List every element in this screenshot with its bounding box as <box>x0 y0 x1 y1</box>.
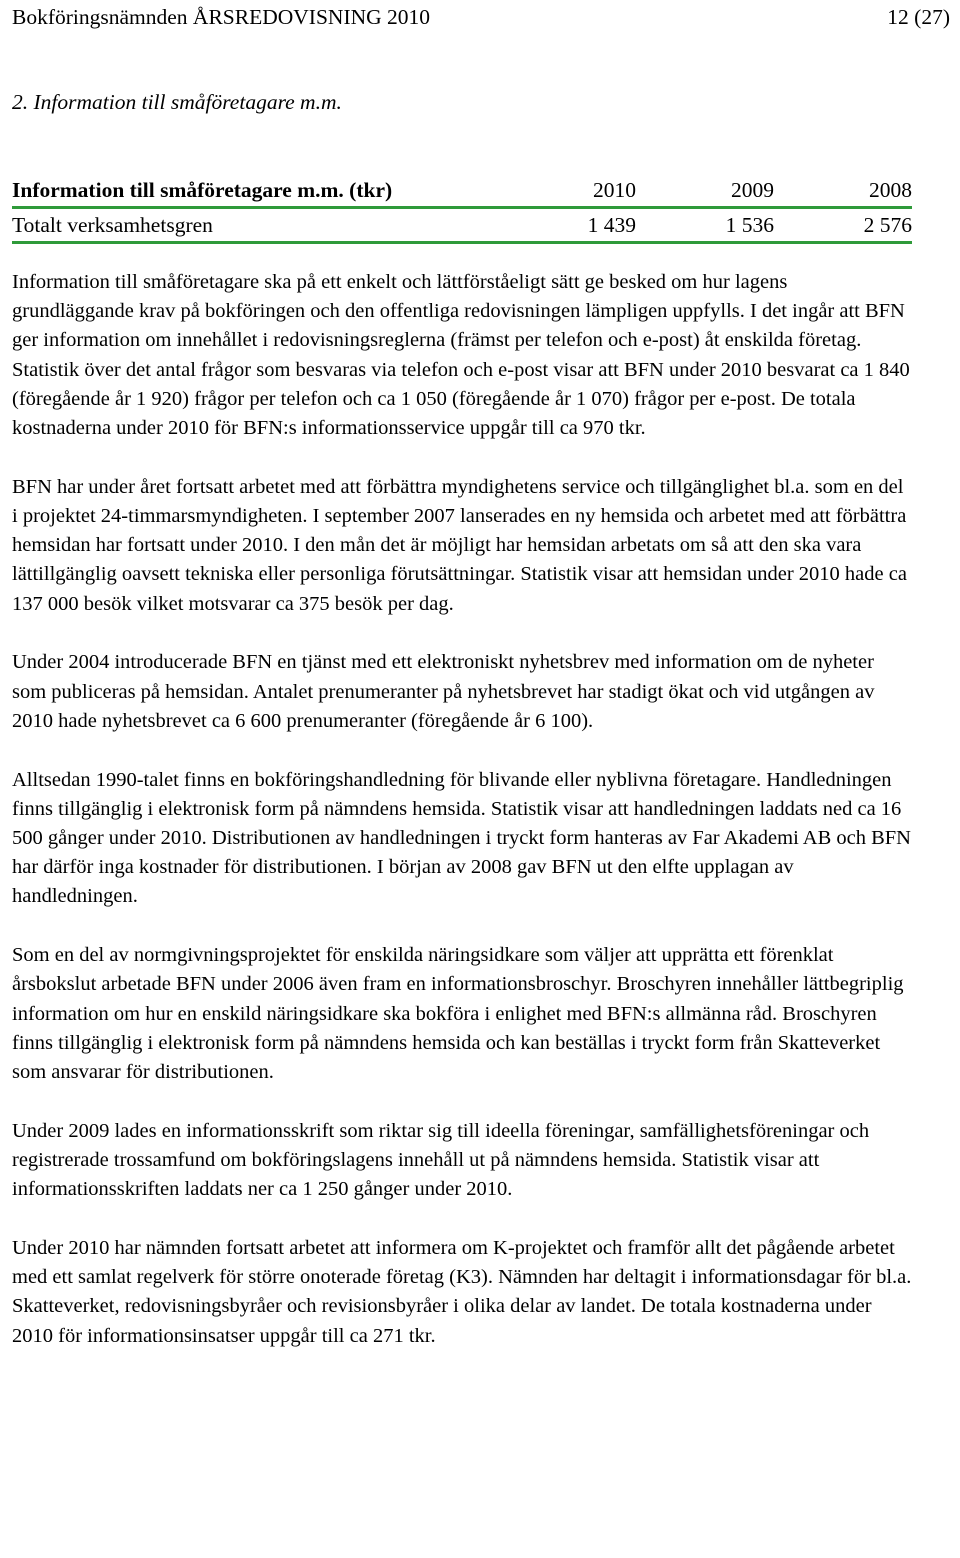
paragraph-k-project: Under 2010 har nämnden fortsatt arbetet att informera om K-projektet och framför allt det pågående arbetet med ett samlat regelverk för större onoterade företag (K3). Nämnden har deltagit i informationsdagar för bl.a. Skatteverket, redovisningsbyråer och revisionsbyråer i olika delar av landet. De totala kostnaderna under 2010 för informationsinsatser uppgår till ca 271 tkr. <box>12 1237 912 1347</box>
paragraph-inquiries: Information till småföretagare ska på ett enkelt och lättförståeligt sätt ge besked om hur lagens grundläggande krav på bokföringen och den offentliga redovisningen lämpligen uppfylls. I det ingår att BFN ger information om innehållet i redovisningsreglerna (främst per telefon och e-post) åt enskilda företag. Statistik över det antal frågor som besvaras via telefon och e-post visar att BFN under 2010 besvarat ca 1 840 (föregående år 1 920) frågor per telefon och ca 1 050 (föregående år 1 070) frågor per e-post. De totala kostnaderna under 2010 för BFN:s informationsservice uppgår till ca 970 tkr. <box>12 271 910 440</box>
value-2008: 2 576 <box>863 213 912 237</box>
paragraph-brochure: Som en del av normgivningsprojektet för enskilda näringsidkare som väljer att upprätta ett förenklat årsbokslut arbetade BFN under 2006 även fram en informationsbroschyr. Broschyren innehåller lättbegriplig information om hur en enskild näringsidkare ska bokföra i enlighet med BFN:s allmänna råd. Broschyren finns tillgänglig i elektronisk form på nämndens hemsida och kan beställas i tryckt form från Skatteverket som ansvarar för distributionen. <box>12 944 904 1084</box>
page-number: 12 (27) <box>887 5 950 29</box>
value-2010: 1 439 <box>587 213 636 237</box>
paragraph-newsletter: Under 2004 introducerade BFN en tjänst med ett elektroniskt nyhetsbrev med information om de nyheter som publiceras på hemsidan. Antalet prenumeranter på nyhetsbrevet har stadigt ökat och vid utgången av 2010 hade nyhetsbrevet ca 6 600 prenumeranter (föregående år 6 100). <box>12 651 875 732</box>
section-heading: 2. Information till småföretagare m.m. <box>12 90 342 114</box>
running-header <box>12 2 950 32</box>
cost-table-header-row <box>12 175 912 209</box>
body-text <box>12 268 912 1380</box>
value-2009: 1 536 <box>725 213 774 237</box>
document-title: Bokföringsnämnden ÅRSREDOVISNING 2010 <box>12 5 431 29</box>
paragraph-handbook: Alltsedan 1990-talet finns en bokföringshandledning för blivande eller nyblivna företagare. Handledningen finns tillgänglig i elektronisk form på nämndens hemsida. Statistik visar att handledningen laddats ned ca 16 500 gånger under 2010. Distributionen av handledningen i tryckt form hanteras av Far Akademi AB och BFN har därför inga kostnader för distributionen. I början av 2008 gav BFN ut den elfte upplagan av handledningen. <box>12 768 911 908</box>
year-header-2009: 2009 <box>731 178 774 202</box>
table-row <box>12 209 912 244</box>
paragraph-website: BFN har under året fortsatt arbetet med att förbättra myndighetens service och tillgänglighet bl.a. som en del i projektet 24-timmarsmyndigheten. I september 2007 lanserades en ny hemsida och arbetet med att förbättra hemsidan har fortsatt under 2010. I den mån det är möjligt har hemsidan arbetats om så att den ska vara lättillgänglig oavsett tekniska eller personliga förutsättningar. Statistik visar att hemsidan under 2010 hade ca 137 000 besök vilket motsvarar ca 375 besök per dag. <box>12 475 907 615</box>
cost-table <box>12 175 912 244</box>
cost-table-title: Information till småföretagare m.m. (tkr) <box>12 178 393 202</box>
year-header-2008: 2008 <box>869 178 912 202</box>
paragraph-nonprofit-guide: Under 2009 lades en informationsskrift som riktar sig till ideella föreningar, samfällighetsföreningar och registrerade trossamfund om bokföringslagens innehåll ut på nämndens hemsida. Statistik visar att informationsskriften laddats ner ca 1 250 gånger under 2010. <box>12 1119 870 1201</box>
row-label: Totalt verksamhetsgren <box>12 213 213 237</box>
year-header-2010: 2010 <box>593 178 636 202</box>
